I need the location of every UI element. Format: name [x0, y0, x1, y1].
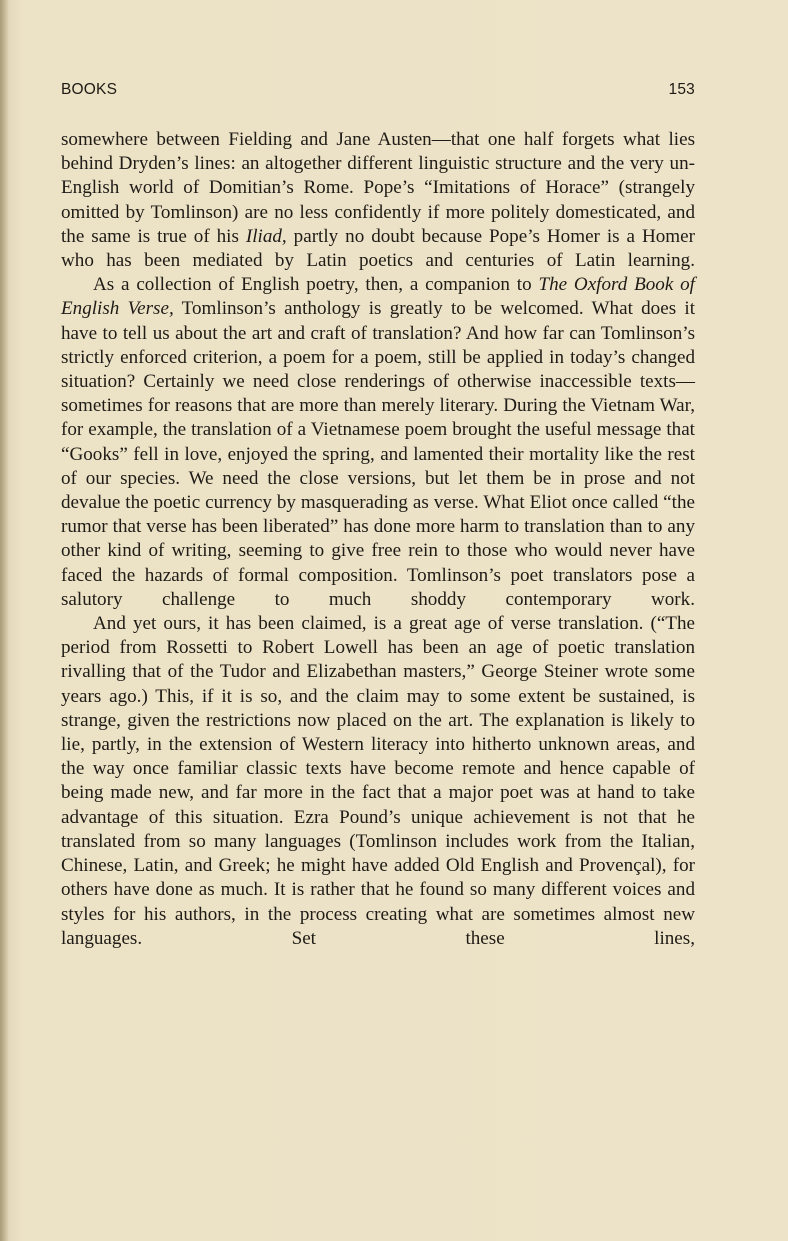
paragraph: [61, 128, 695, 273]
text-run: Tomlinson’s anthology is greatly to be welcomed. What does it have to tell us about the art and craft of translation? And how far can Tomlinson’s strictly enforced criterion, a poem for a poem, still be applied in today’s changed situation? Certainly we need close renderings of otherwise inaccessible texts—sometimes for reasons that are more than merely literary. During the Vietnam War, for example, the translation of a Vietnamese poem brought the useful message that “Gooks” fell in love, enjoyed the spring, and lamented their mortality like the rest of our species. We need the close versions, but let them be in prose and not devalue the poetic currency by masquerading as verse. What Eliot once called “the rumor that verse has been liberated” has done more harm to translation than to any other kind of writing, seeming to give free rein to those who would never have faced the hazards of formal composition. Tomlinson’s poet translators pose a salutory challenge to much shoddy contemporary work.: [61, 298, 696, 610]
running-head: [61, 77, 695, 101]
text-run: As a collection of English poetry, then, a companion to: [93, 274, 539, 296]
italic-title: The Oxford Book of English Verse,: [61, 274, 695, 320]
paragraph: [61, 273, 695, 612]
paragraph: [61, 612, 695, 951]
body-text: [61, 128, 695, 951]
text-run: And yet ours, it has been claimed, is a great age of verse translation. (“The period from Rossetti to Robert Lowell has been an age of poetic translation rivalling that of the Tudor and Elizabethan masters,” George Steiner wrote some years ago.) This, if it is so, and the claim may to some extent be sustained, is strange, given the restrictions now placed on the art. The explanation is likely to lie, partly, in the extension of Western literacy into hitherto unknown areas, and the way once familiar classic texts have become remote and hence capable of being made new, and far more in the fact that a major poet was at hand to take advantage of this situation. Ezra Pound’s unique achievement is not that he translated from so many languages (Tomlinson includes work from the Italian, Chinese, Latin, and Greek; he might have added Old English and Provençal), for others have done as much. It is rather that he found so many different voices and styles for his authors, in the process creating what are sometimes almost new languages. Set these lines,: [61, 613, 695, 949]
running-title: BOOKS: [61, 81, 118, 98]
text-run: partly no doubt because Pope’s Homer is a Homer who has been mediated by Latin poetics and centuries of Latin learning.: [61, 225, 695, 272]
spine-shadow: [0, 0, 9, 1241]
page-number: 153: [668, 81, 695, 98]
italic-title: Iliad,: [245, 225, 287, 247]
text-run: somewhere between Fielding and Jane Austen—that one half forgets what lies behind Dryden’s lines: an altogether different linguistic structure and the very un-English world of Domitian’s Rome. Pope’s “Imitations of Horace” (strangely omitted by Tomlinson) are no less confidently if more politely domesticated, and the same is true of his: [61, 129, 695, 247]
